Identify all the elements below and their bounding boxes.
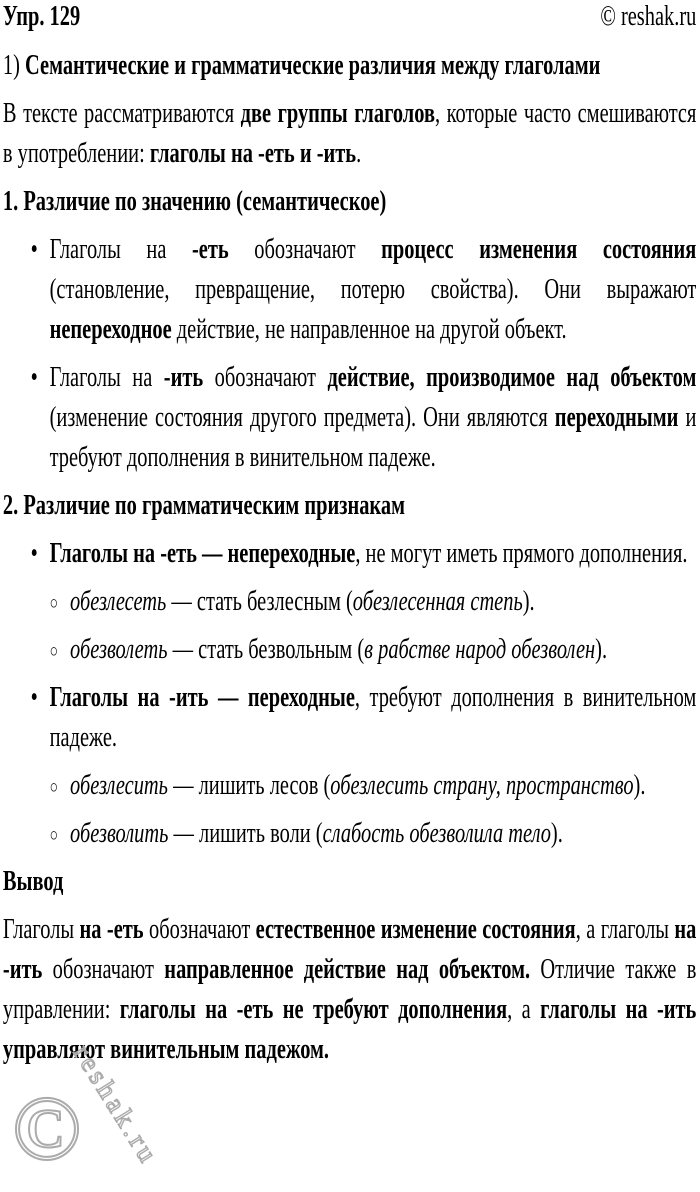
- list-item-text: Глаголы на -ить — переходные, требуют дополнения в винительном падеже.: [49, 682, 697, 753]
- list-item: [3, 678, 696, 758]
- site-credit: © reshak.ru: [600, 1, 697, 32]
- sub-list-item-text: обезлесеть — стать безлесным (обезлесенная степь).: [70, 586, 535, 617]
- sub-list-item: [3, 766, 696, 806]
- bullet-icon: •: [30, 682, 38, 713]
- sub-list-item-text: обезволить — лишить воли (слабость обезволила тело).: [70, 818, 563, 849]
- sub-list-item: [3, 582, 696, 622]
- circle-bullet-icon: ○: [49, 641, 58, 662]
- sub-list-item-text: обезволеть — стать безвольным (в рабстве народ обезволен).: [70, 634, 608, 665]
- list-item-text: Глаголы на -еть — непереходные, не могут иметь прямого дополнения.: [49, 538, 688, 569]
- intro-paragraph: В тексте рассматриваются две группы глаголов, которые часто смешиваются в употреблении: глаголы на -еть и -ить.: [2, 98, 697, 169]
- watermark-site-text: reshak.ru: [67, 1039, 166, 1171]
- main-title: 1) Семантические и грамматические различия между глаголами: [2, 50, 601, 81]
- section2-heading: 2. Различие по грамматическим признакам: [2, 490, 405, 521]
- bullet-icon: •: [30, 362, 38, 393]
- conclusion-paragraph: Глаголы на -еть обозначают естественное изменение состояния, а глаголы на -ить обозначают направленное действие над объектом. Отличие также в управлении: глаголы на -еть не требуют дополнения, а глаголы на -ить управляют винительным падежом.: [2, 914, 697, 1065]
- copyright-watermark-icon: ©: [12, 1077, 82, 1179]
- circle-bullet-icon: ○: [49, 825, 58, 846]
- bullet-icon: •: [30, 538, 38, 569]
- conclusion-heading: Вывод: [2, 866, 64, 897]
- circle-bullet-icon: ○: [49, 777, 58, 798]
- section1-heading: 1. Различие по значению (семантическое): [2, 186, 387, 217]
- list-item: [3, 534, 696, 574]
- bullet-icon: •: [30, 234, 38, 265]
- list-item: [3, 358, 696, 478]
- exercise-number: Упр. 129: [2, 1, 81, 32]
- document-header: [3, 2, 696, 32]
- sub-list-item: [3, 814, 696, 854]
- list-item-text: Глаголы на -еть обозначают процесс изменения состояния (становление, превращение, потерю свойства). Они выражают непереходное действие, не направленное на другой объект.: [49, 234, 697, 345]
- circle-bullet-icon: ○: [49, 593, 58, 614]
- list-item-text: Глаголы на -ить обозначают действие, производимое над объектом (изменение состояния другого предмета). Они являются переходными и требуют дополнения в винительном падеже.: [49, 362, 697, 473]
- sub-list-item-text: обезлесить — лишить лесов (обезлесить страну, пространство).: [70, 770, 646, 801]
- sub-list-item: [3, 630, 696, 670]
- list-item: [3, 230, 696, 350]
